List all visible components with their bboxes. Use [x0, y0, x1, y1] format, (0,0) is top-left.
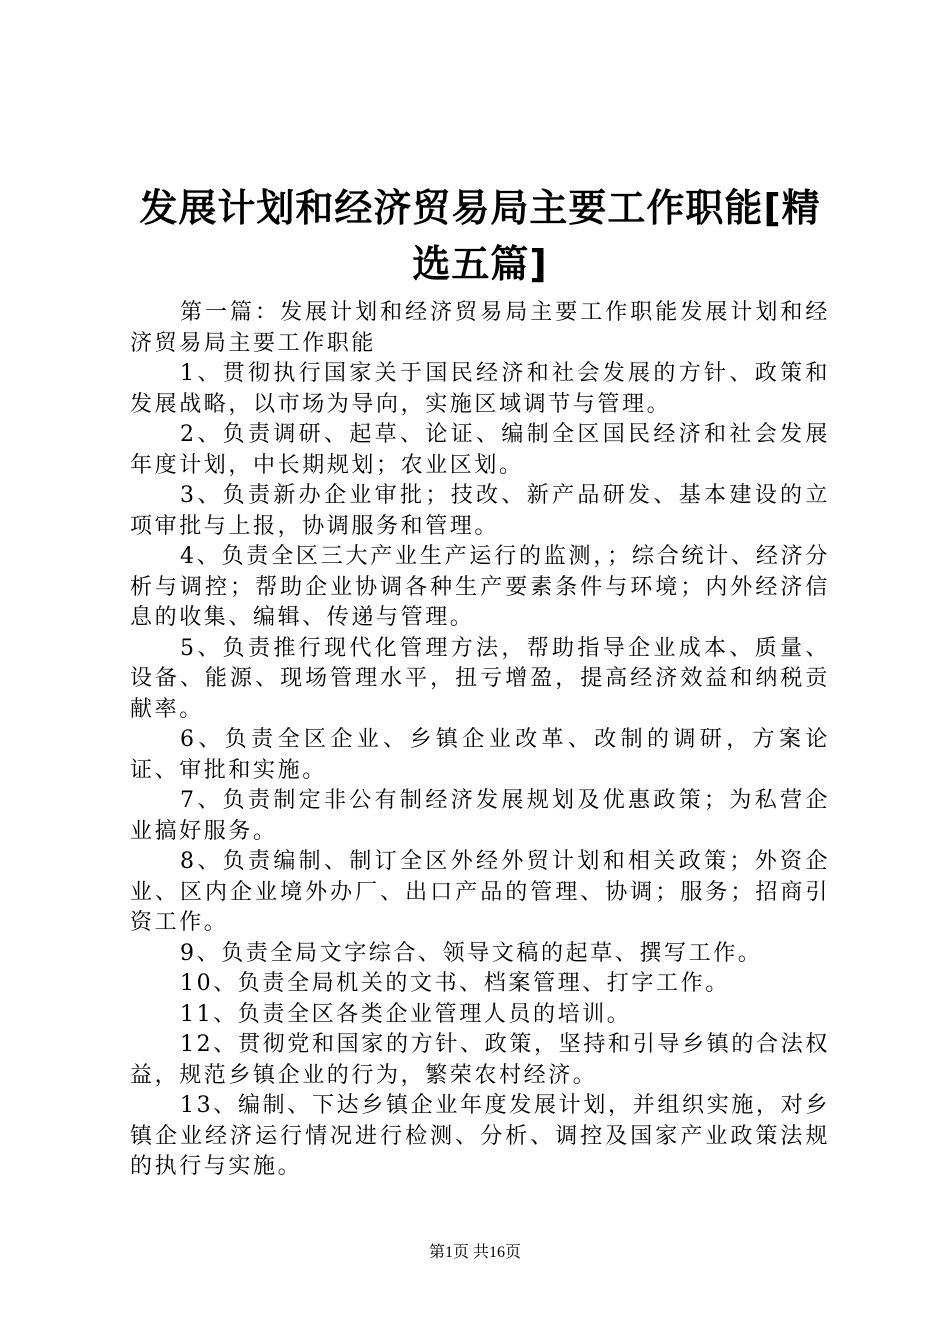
paragraph-item-4: 4、负责全区三大产业生产运行的监测，；综合统计、经济分析与调控；帮助企业协调各种生产要素条件与环境；内外经济信息的收集、编辑、传递与管理。: [130, 544, 830, 630]
paragraph-intro: 第一篇：发展计划和经济贸易局主要工作职能发展计划和经济贸易局主要工作职能: [130, 300, 830, 356]
paragraph-item-1: 1、贯彻执行国家关于国民经济和社会发展的方针、政策和发展战略，以市场为导向，实施区域调节与管理。: [130, 361, 830, 417]
paragraph-item-12: 12、贯彻党和国家的方针、政策，坚持和引导乡镇的合法权益，规范乡镇企业的行为，繁荣农村经济。: [130, 1032, 830, 1088]
paragraph-item-11: 11、负责全区各类企业管理人员的培训。: [180, 1001, 632, 1027]
paragraph-item-2: 2、负责调研、起草、论证、编制全区国民经济和社会发展年度计划，中长期规划；农业区划。: [130, 422, 830, 478]
paragraph-item-8: 8、负责编制、制订全区外经外贸计划和相关政策；外资企业、区内企业境外办厂、出口产品的管理、协调；服务；招商引资工作。: [130, 849, 830, 935]
paragraph-item-7: 7、负责制定非公有制经济发展规划及优惠政策；为私营企业搞好服务。: [130, 788, 830, 844]
paragraph-item-10: 10、负责全局机关的文书、档案管理、打字工作。: [180, 971, 730, 996]
paragraph-item-5: 5、负责推行现代化管理方法，帮助指导企业成本、质量、设备、能源、现场管理水平，扭亏增盈，提高经济效益和纳税贡献率。: [130, 635, 830, 722]
paragraph-item-3: 3、负责新办企业审批；技改、新产品研发、基本建设的立项审批与上报，协调服务和管理。: [130, 483, 830, 539]
document-title: 发展计划和经济贸易局主要工作职能[精选五篇]: [139, 186, 821, 286]
page-number-footer: 第1页 共16页: [428, 1244, 521, 1261]
paragraph-item-13: 13、编制、下达乡镇企业年度发展计划，并组织实施，对乡镇企业经济运行情况进行检测、分析、调控及国家产业政策法规的执行与实施。: [130, 1093, 830, 1179]
paragraph-item-6: 6、负责全区企业、乡镇企业改革、改制的调研，方案论证、审批和实施。: [130, 727, 830, 783]
document-body: [130, 298, 830, 1183]
paragraph-item-9: 9、负责全局文字综合、领导文稿的起草、撰写工作。: [180, 940, 763, 966]
